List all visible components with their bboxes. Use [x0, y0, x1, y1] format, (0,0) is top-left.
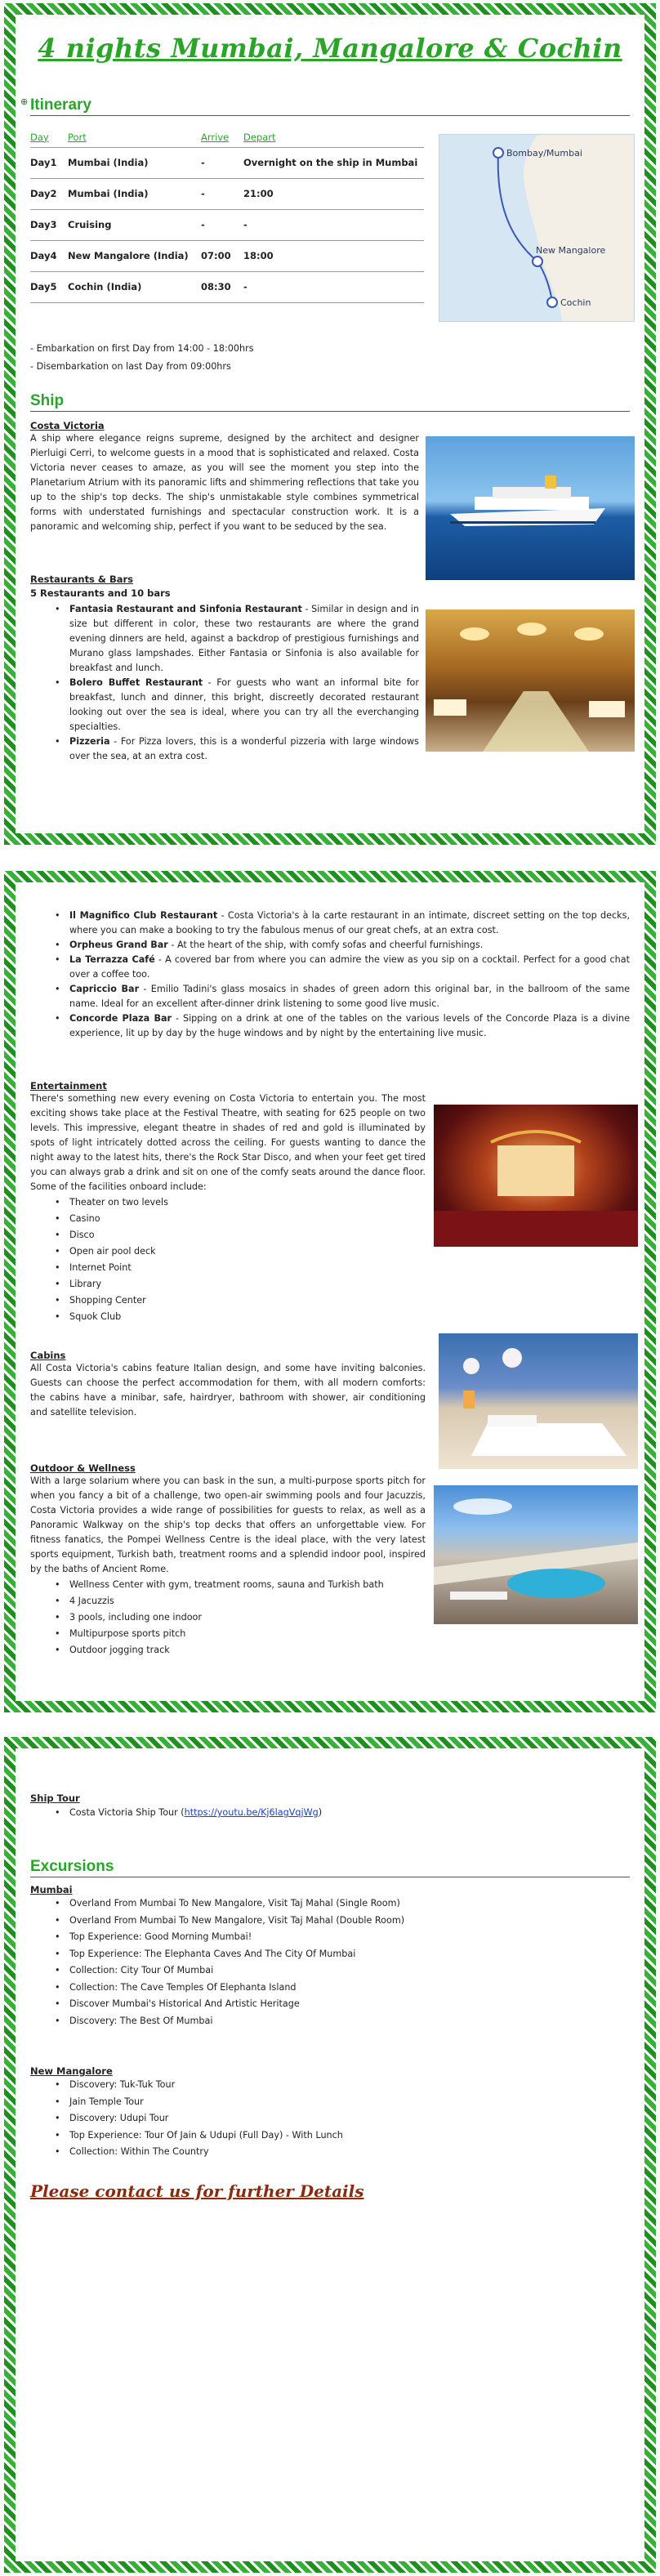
list-item[interactable]: • Jain Temple Tour: [55, 2096, 144, 2107]
facility: Disco: [69, 1230, 95, 1240]
facility: Internet Point: [69, 1262, 132, 1273]
map-label-mangalore: New Mangalore: [536, 245, 606, 256]
embark-notes: [30, 340, 254, 376]
contact-note: Please contact us for further Details: [30, 2181, 364, 2201]
list-item[interactable]: • Top Experience: The Elephanta Caves And The City Of Mumbai: [55, 1948, 356, 1959]
bars-list: [30, 909, 630, 1041]
theatre-photo: [434, 1105, 638, 1247]
list-item[interactable]: • Collection: Within The Country: [55, 2146, 209, 2157]
list-item: • Il Magnifico Club Restaurant - Costa Victoria's à la carte restaurant in an intimate, discreet setting on the top decks, where you can make a booking to try the fabulous menus of our great chefs, at an extra cost.: [55, 910, 631, 935]
itinerary-table: [30, 127, 424, 303]
restaurant-graphic: [426, 609, 635, 752]
route-map: [439, 134, 635, 322]
bar-text: - Emilio Tadini's glass mosaics in shades of green adorn this original bar, in the ballroom of the same name. Ideal for an excellent after-dinner drink listening to some good live music.: [69, 984, 630, 1009]
excursion: Discovery: The Best Of Mumbai: [69, 2015, 213, 2026]
excursion: Discovery: Udupi Tour: [69, 2113, 169, 2123]
page-1: [4, 3, 656, 845]
ship-description: A ship where elegance reigns supreme, designed by the architect and designer Pierluigi Cerri, to welcome guests in a mood that is sophisticated and relaxed. Costa Victoria never ceases to amaze, as you will see the moment you step into the Planetarium Atrium with its panoramic lifts and shimmering reflections that take you up to the ship's top decks. The ship's unmistakable style combines symmetrical forms with understated furnishings and spectacular construction work. It is a panoramic and welcoming ship, perfect if you want to be seduced by the sea.: [30, 433, 419, 532]
list-item: • Open air pool deck: [55, 1246, 156, 1257]
cell-port: Mumbai (India): [68, 178, 201, 209]
list-item[interactable]: • Overland From Mumbai To New Mangalore, Visit Taj Mahal (Single Room): [55, 1898, 400, 1909]
list-item: • 4 Jacuzzis: [55, 1596, 114, 1606]
excursion: Overland From Mumbai To New Mangalore, Visit Taj Mahal (Double Room): [69, 1914, 405, 1926]
facility: Library: [69, 1279, 102, 1289]
table-row: [30, 178, 424, 209]
restaurant-name: Pizzeria: [69, 736, 110, 747]
list-item: • 3 pools, including one indoor: [55, 1612, 202, 1623]
list-item: • Theater on two levels: [55, 1197, 168, 1208]
list-item: • Library: [55, 1279, 102, 1289]
ship-graphic: [426, 436, 635, 580]
ship-tour-heading: Ship Tour: [30, 1792, 80, 1804]
list-item: • Fantasia Restaurant and Sinfonia Restaurant - Similar in design and in size but different in color, these two restaurants are where the grand evening dinners are held, against a backdrop of prestigious furnishings and Murano glass lampshades. Either Fantasia or Sinfonia is also available for breakfast and lunch.: [55, 604, 419, 673]
bar-name: Orpheus Grand Bar: [69, 940, 168, 950]
facility: Casino: [69, 1213, 100, 1224]
list-item[interactable]: • Top Experience: Good Morning Mumbai!: [55, 1931, 252, 1942]
cell-arrive: -: [201, 209, 243, 240]
list-item: • Capriccio Bar - Emilio Tadini's glass mosaics in shades of green adorn this original bar, in the ballroom of the same name. Ideal for an excellent after-dinner drink listening to some good live music.: [55, 984, 630, 1009]
ship-heading: Ship: [30, 392, 630, 412]
list-item: • Pizzeria - For Pizza lovers, this is a wonderful pizzeria with large windows over the sea, at an extra cost.: [55, 736, 419, 761]
cell-depart: -: [243, 271, 424, 302]
restaurant-text: - For Pizza lovers, this is a wonderful pizzeria with large windows over the sea, at an extra cost.: [69, 736, 419, 761]
list-item[interactable]: • Discovery: Tuk-Tuk Tour: [55, 2079, 176, 2090]
bar-text: - At the heart of the ship, with comfy sofas and cheerful furnishings.: [167, 940, 484, 950]
itinerary-heading: Itinerary: [30, 96, 630, 116]
list-item: • Shopping Center: [55, 1295, 146, 1306]
bar-name: La Terrazza Café: [69, 954, 155, 965]
bar-text: - Costa Victoria's à la carte restaurant in an intimate, discreet setting on the top decks, where you can make a booking to try the fabulous menus of our great chefs, at an extra cost.: [69, 910, 631, 935]
mumbai-excursions: [30, 1895, 630, 2029]
anchor-icon: ⊕: [20, 96, 29, 107]
excursion: Discover Mumbai's Historical And Artistic Heritage: [69, 1998, 300, 2009]
list-item: • La Terrazza Café - A covered bar from where you can admire the view as you sip on a cocktail. Perfect for a good chat over a coffee too.: [55, 954, 631, 980]
ship-photo: [426, 436, 635, 580]
list-item[interactable]: • Top Experience: Tour Of Jain & Udupi (Full Day) - With Lunch: [55, 2129, 343, 2141]
restaurants-count: 5 Restaurants and 10 bars: [30, 587, 171, 599]
table-row: [30, 271, 424, 302]
list-item: • Wellness Center with gym, treatment rooms, sauna and Turkish bath: [55, 1579, 384, 1590]
facilities-list: [30, 1194, 426, 1325]
cell-arrive: 08:30: [201, 271, 243, 302]
cell-day: Day3: [30, 209, 68, 240]
cell-day: Day4: [30, 240, 68, 271]
ship-tour-link[interactable]: https://youtu.be/Kj6lagVqjWg: [184, 1807, 319, 1818]
restaurant-photo: [426, 609, 635, 752]
mangalore-heading: New Mangalore: [30, 2065, 113, 2077]
map-label-mumbai: Bombay/Mumbai: [506, 148, 582, 158]
list-item[interactable]: • Collection: The Cave Temples Of Elephanta Island: [55, 1981, 297, 1993]
list-item[interactable]: • Discovery: The Best Of Mumbai: [55, 2015, 213, 2026]
list-item: • Disco: [55, 1230, 95, 1240]
col-arrive: Arrive: [201, 127, 243, 147]
map-label-cochin: Cochin: [560, 297, 591, 308]
bar-text: - Sipping on a drink at one of the tables on the various levels of the Concorde Plaza is a divine experience, lit up by day by the huge windows and by night by the entertaining live music.: [69, 1013, 630, 1038]
excursion: Collection: Within The Country: [69, 2146, 209, 2157]
outdoor-text: With a large solarium where you can bask in the sun, a multi-purpose sports pitch for when you fancy a bit of a challenge, two open-air swimming pools and four Jacuzzis, Costa Victoria provides a wide range of possibilities for guests to relax, as well as a Panoramic Walkway on the ship's top decks that offers an unforgettable view. For fitness fanatics, the Pompei Wellness Centre is the ideal place, with the very latest sports equipment, Turkish bath, treatment rooms and a splendid indoor pool, inspired by the baths of Ancient Rome.: [30, 1476, 426, 1574]
outdoor-item: Outdoor jogging track: [69, 1645, 170, 1655]
table-row: [30, 209, 424, 240]
col-port: Port: [68, 127, 201, 147]
excursion: Top Experience: Tour Of Jain & Udupi (Full Day) - With Lunch: [69, 2129, 343, 2141]
page-2: [4, 871, 656, 1712]
theatre-graphic: [434, 1105, 638, 1247]
bar-name: Capriccio Bar: [69, 984, 140, 994]
cell-arrive: -: [201, 147, 243, 178]
bar-name: Il Magnifico Club Restaurant: [69, 910, 218, 921]
cabins-text: All Costa Victoria's cabins feature Italian design, and some have inviting balconies. Guests can choose the perfect accommodation for them, with all modern comforts: the cabins have a minibar, safe, hairdryer, bathroom with shower, air conditioning and satellite television.: [30, 1363, 426, 1417]
entertainment-heading: Entertainment: [30, 1080, 107, 1092]
outdoor-list: [30, 1577, 426, 1659]
excursion: Top Experience: Good Morning Mumbai!: [69, 1931, 252, 1942]
ship-tour-list: [30, 1806, 630, 1820]
cell-port: Mumbai (India): [68, 147, 201, 178]
cell-port: New Mangalore (India): [68, 240, 201, 271]
list-item: • Casino: [55, 1213, 100, 1224]
page-3: [4, 1737, 656, 2573]
outdoor-item: Wellness Center with gym, treatment rooms, sauna and Turkish bath: [69, 1579, 384, 1590]
restaurants-list: [30, 602, 419, 764]
entertainment-text: There's something new every evening on Costa Victoria to entertain you. The most exciting shows take place at the Festival Theatre, with seating for 625 people on two levels. This impressive, elegant theatre in shades of red and gold is illuminated by spots of light intricately dotted across the ceiling. For guests wanting to dance the night away to the latest hits, there's the Rock Star Disco, and when your feet get tired you can always grab a drink and sit on one of the comfy seats around the dance floor. Some of the facilities onboard include:: [30, 1093, 426, 1192]
facility: Shopping Center: [69, 1295, 146, 1306]
table-row: [30, 147, 424, 178]
excursion: Discovery: Tuk-Tuk Tour: [69, 2079, 176, 2090]
document-title: 4 nights Mumbai, Mangalore & Cochin: [38, 33, 622, 64]
table-row: [30, 240, 424, 271]
cell-arrive: -: [201, 178, 243, 209]
outdoor-heading: Outdoor & Wellness: [30, 1462, 136, 1474]
cell-depart: 21:00: [243, 178, 424, 209]
col-depart: Depart: [243, 127, 424, 147]
list-item: • Bolero Buffet Restaurant - For guests who want an informal bite for breakfast, lunch and dinner, this bright, discreetly decorated restaurant looking out over the sea is ideal, where you can try all the everchanging specialties.: [55, 677, 419, 732]
restaurant-name: Bolero Buffet Restaurant: [69, 677, 203, 688]
list-item[interactable]: • Overland From Mumbai To New Mangalore, Visit Taj Mahal (Double Room): [55, 1914, 405, 1926]
cell-day: Day1: [30, 147, 68, 178]
cell-depart: Overnight on the ship in Mumbai: [243, 147, 424, 178]
cabin-photo: [439, 1333, 638, 1469]
cell-depart: 18:00: [243, 240, 424, 271]
outdoor-item: Multipurpose sports pitch: [69, 1628, 186, 1639]
embark-note: - Embarkation on first Day from 14:00 - 18:00hrs: [30, 343, 254, 354]
excursions-heading: Excursions: [30, 1858, 630, 1877]
ship-name: Costa Victoria: [30, 420, 105, 431]
mumbai-heading: Mumbai: [30, 1884, 73, 1895]
ship-tour-close: ): [318, 1807, 323, 1818]
pool-graphic: [434, 1485, 638, 1624]
restaurants-heading: Restaurants & Bars: [30, 574, 133, 585]
ship-tour-label: Costa Victoria Ship Tour (: [69, 1807, 185, 1818]
list-item[interactable]: • Collection: City Tour Of Mumbai: [55, 1965, 214, 1976]
cell-day: Day2: [30, 178, 68, 209]
itinerary-header-row: [30, 127, 424, 147]
mangalore-excursions: [30, 2077, 630, 2161]
list-item: • Outdoor jogging track: [55, 1645, 170, 1655]
outdoor-item: 3 pools, including one indoor: [69, 1612, 202, 1623]
restaurant-name: Fantasia Restaurant and Sinfonia Restaurant: [69, 604, 302, 614]
outdoor-item: 4 Jacuzzis: [69, 1596, 114, 1606]
col-day: Day: [30, 127, 68, 147]
cell-arrive: 07:00: [201, 240, 243, 271]
list-item: • Orpheus Grand Bar - At the heart of the ship, with comfy sofas and cheerful furnishings.: [55, 940, 484, 950]
cell-port: Cochin (India): [68, 271, 201, 302]
facility: Open air pool deck: [69, 1246, 156, 1257]
excursion: Top Experience: The Elephanta Caves And The City Of Mumbai: [69, 1948, 356, 1959]
restaurant-text: - For guests who want an informal bite for breakfast, lunch and dinner, this bright, discreetly decorated restaurant looking out over the sea is ideal, where you can try all the everchanging specialties.: [69, 677, 419, 732]
cabin-graphic: [439, 1333, 638, 1469]
cell-day: Day5: [30, 271, 68, 302]
excursion: Overland From Mumbai To New Mangalore, Visit Taj Mahal (Single Room): [69, 1898, 400, 1909]
list-item: • Concorde Plaza Bar - Sipping on a drink at one of the tables on the various levels of the Concorde Plaza is a divine experience, lit up by day by the huge windows and by night by the entertaining live music.: [55, 1013, 630, 1038]
list-item: • Multipurpose sports pitch: [55, 1628, 186, 1639]
list-item: • Costa Victoria Ship Tour (https://youtu.be/Kj6lagVqjWg): [55, 1807, 323, 1818]
list-item[interactable]: • Discovery: Udupi Tour: [55, 2113, 169, 2123]
bar-name: Concorde Plaza Bar: [69, 1013, 172, 1024]
restaurant-text: - Similar in design and in size but different in color, these two restaurants are where the grand evening dinners are held, against a backdrop of prestigious furnishings and Murano glass lampshades. Either Fantasia or Sinfonia is also available for breakfast and lunch.: [69, 604, 419, 673]
list-item: • Squok Club: [55, 1311, 122, 1322]
facility: Theater on two levels: [69, 1197, 168, 1208]
excursion: Collection: The Cave Temples Of Elephanta Island: [69, 1981, 297, 1993]
bar-text: - A covered bar from where you can admire the view as you sip on a cocktail. Perfect for a good chat over a coffee too.: [69, 954, 631, 980]
list-item: • Internet Point: [55, 1262, 132, 1273]
pool-deck-photo: [434, 1485, 638, 1624]
excursion: Collection: City Tour Of Mumbai: [69, 1965, 214, 1976]
cabins-heading: Cabins: [30, 1350, 66, 1361]
list-item[interactable]: • Discover Mumbai's Historical And Artistic Heritage: [55, 1998, 300, 2009]
map-graphic: [439, 135, 635, 322]
disembark-note: - Disembarkation on last Day from 09:00hrs: [30, 361, 231, 372]
facility: Squok Club: [69, 1311, 122, 1322]
cell-depart: -: [243, 209, 424, 240]
cell-port: Cruising: [68, 209, 201, 240]
excursion: Jain Temple Tour: [69, 2096, 144, 2107]
